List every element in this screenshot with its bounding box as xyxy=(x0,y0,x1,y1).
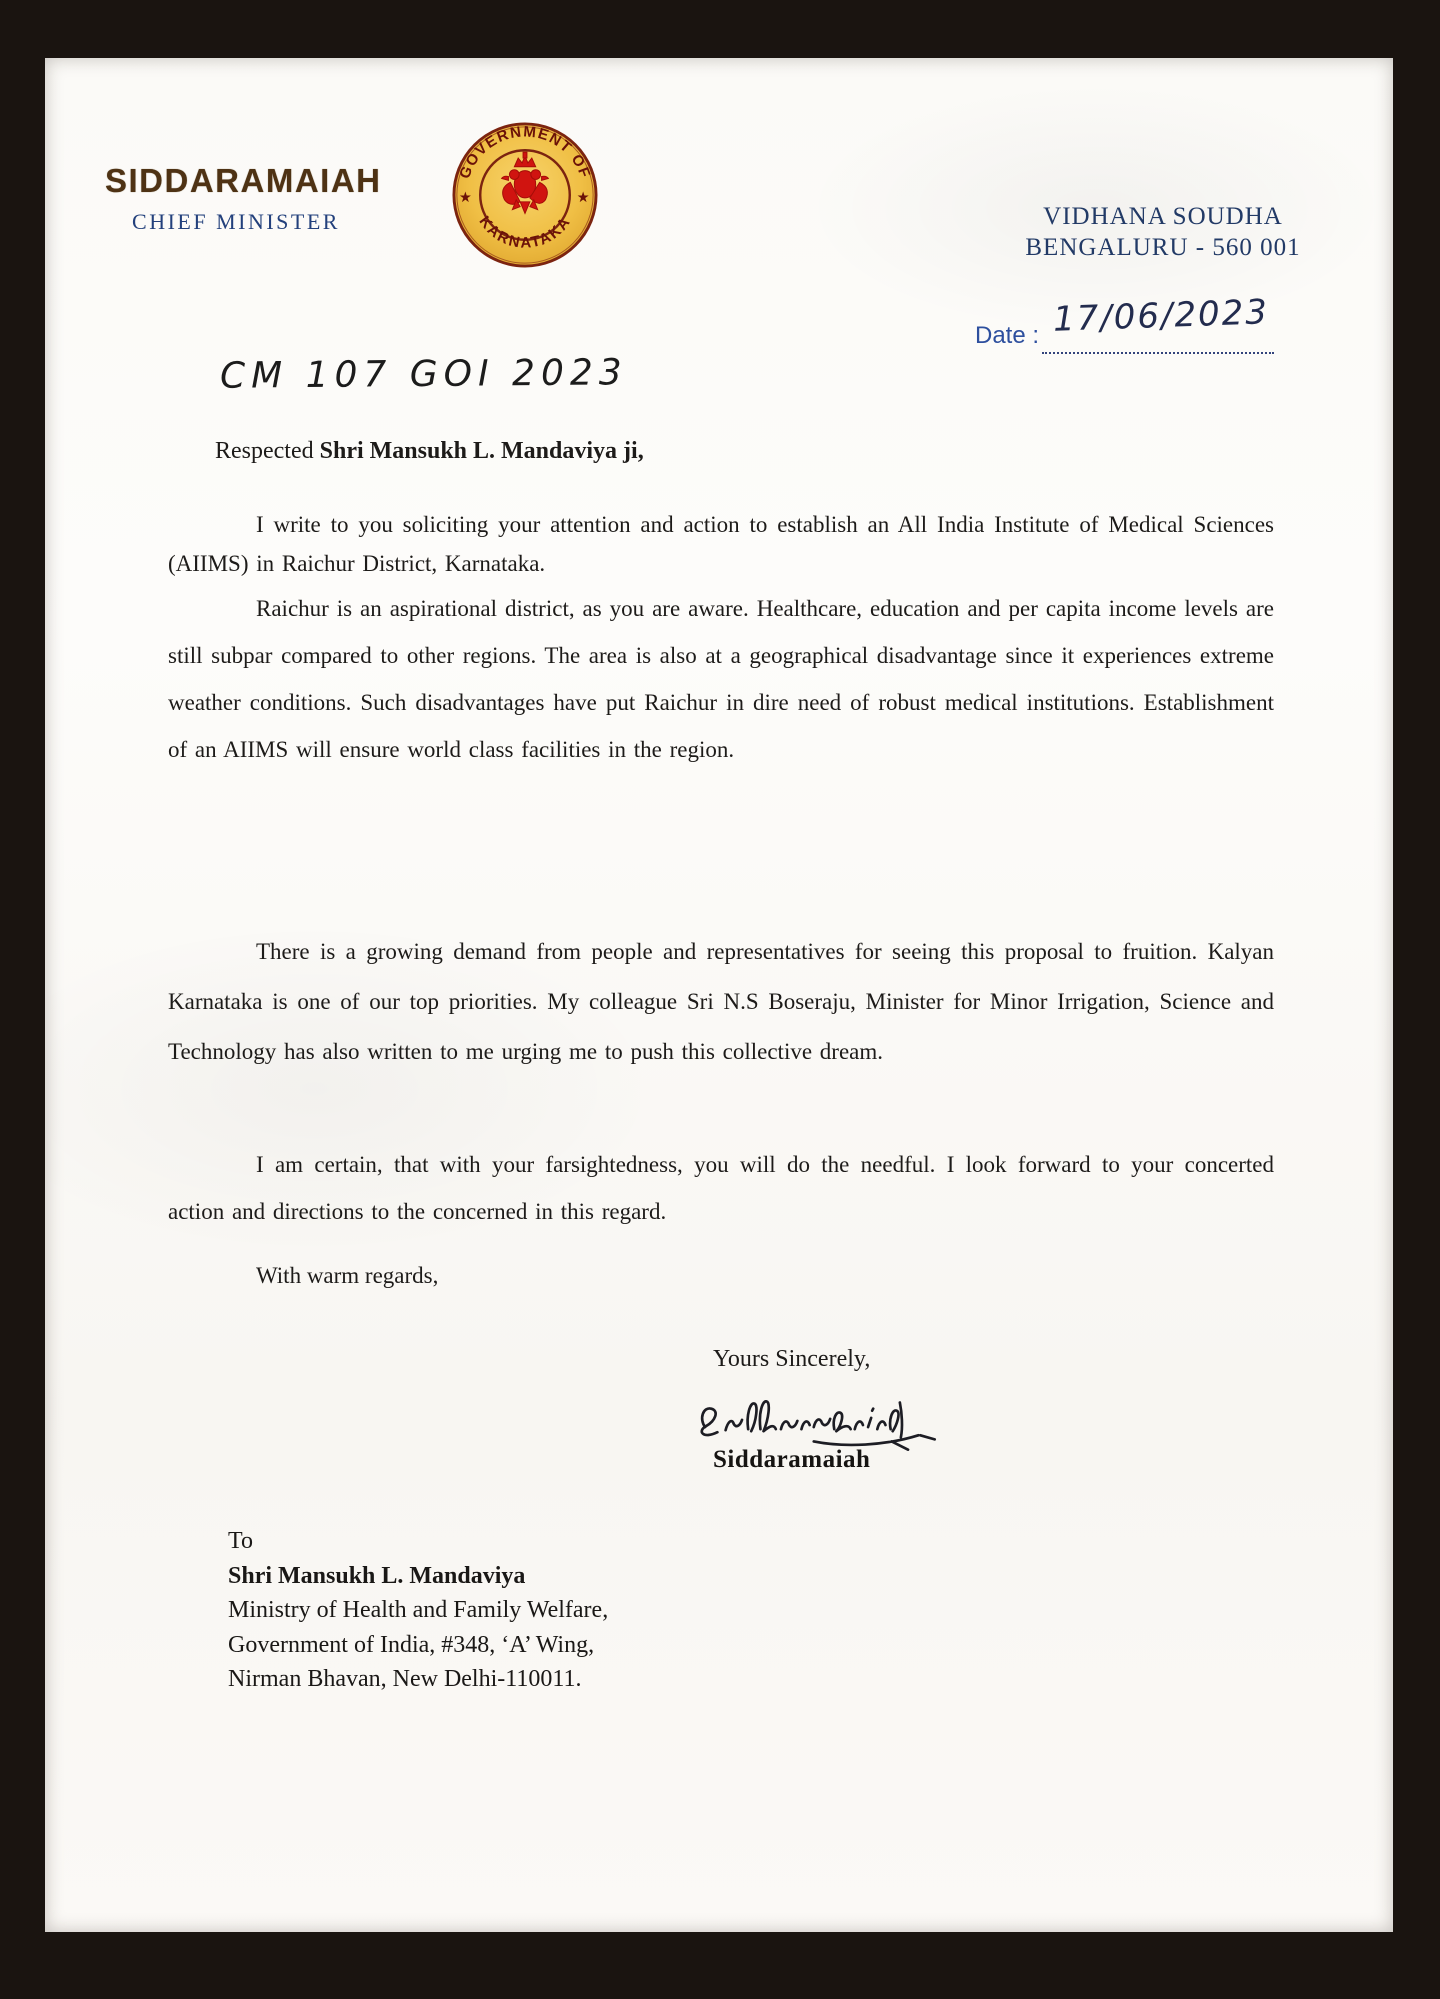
to-label: To xyxy=(228,1528,253,1554)
closing-line: With warm regards, xyxy=(256,1263,439,1288)
body-paragraph-3: There is a growing demand from people and representatives for seeing this proposal to fruition. Kalyan Karnataka is one of our top priorities. My colleague Sri N.S Boseraju, Minister for Minor Irrigation, Science and Technology has also written to me urging me to push this collective dream. xyxy=(168,939,1274,1064)
seal-svg xyxy=(452,122,598,268)
body-paragraph-1: I write to you soliciting your attention and action to establish an All India Institute of Medical Sciences (AIIMS) in Raichur District, Karnataka. xyxy=(168,512,1274,576)
salutation xyxy=(215,438,644,465)
body-paragraph-4: I am certain, that with your farsightedness, you will do the needful. I look forward to your concerted action and directions to the concerned in this regard. xyxy=(168,1152,1274,1224)
date-label: Date : xyxy=(975,322,1040,349)
sender-name: SIDDARAMAIAH xyxy=(105,162,382,199)
salutation-recipient-name: Shri Mansukh L. Mandaviya ji, xyxy=(319,438,644,464)
letter-page xyxy=(45,58,1393,1932)
seal-arc-bottom-text: KARNATAKA xyxy=(475,213,575,252)
signed-name: Siddaramaiah xyxy=(713,1446,871,1473)
date-handwritten-value: 17/06/2023 xyxy=(1052,292,1270,340)
recipient-address-line1: Ministry of Health and Family Welfare, xyxy=(228,1597,609,1623)
seal-arc-top-text: GOVERNMENT OF xyxy=(456,123,594,182)
recipient-address-line2: Government of India, #348, ‘A’ Wing, xyxy=(228,1631,595,1658)
recipient-address-line3: Nirman Bhavan, New Delhi-110011. xyxy=(228,1666,582,1692)
body-paragraph-2: Raichur is an aspirational district, as you are aware. Healthcare, education and per capita income levels are still subpar compared to other regions. The area is also at a geographical disadvantage since it experiences extreme weather conditions. Such disadvantages have put Raichur in dire need of robust medical institutions. Establishment of an AIIMS will ensure world class facilities in the region. xyxy=(168,596,1274,762)
valediction: Yours Sincerely, xyxy=(713,1346,871,1372)
office-address-line1: VIDHANA SOUDHA xyxy=(1043,203,1283,230)
sender-block xyxy=(105,162,382,235)
recipient-name: Shri Mansukh L. Mandaviya xyxy=(228,1562,526,1589)
star-icon: ★ xyxy=(576,189,590,206)
salutation-prefix: Respected xyxy=(215,438,320,464)
recipient-address-block xyxy=(228,1524,608,1697)
file-reference-handwritten: CM 107 GOI 2023 xyxy=(219,352,628,397)
office-address-line2: BENGALURU - 560 001 xyxy=(1025,234,1301,261)
office-address-block xyxy=(995,201,1331,263)
government-of-karnataka-seal-icon xyxy=(452,122,598,268)
sender-title: CHIEF MINISTER xyxy=(132,209,340,234)
star-icon: ★ xyxy=(458,189,472,206)
